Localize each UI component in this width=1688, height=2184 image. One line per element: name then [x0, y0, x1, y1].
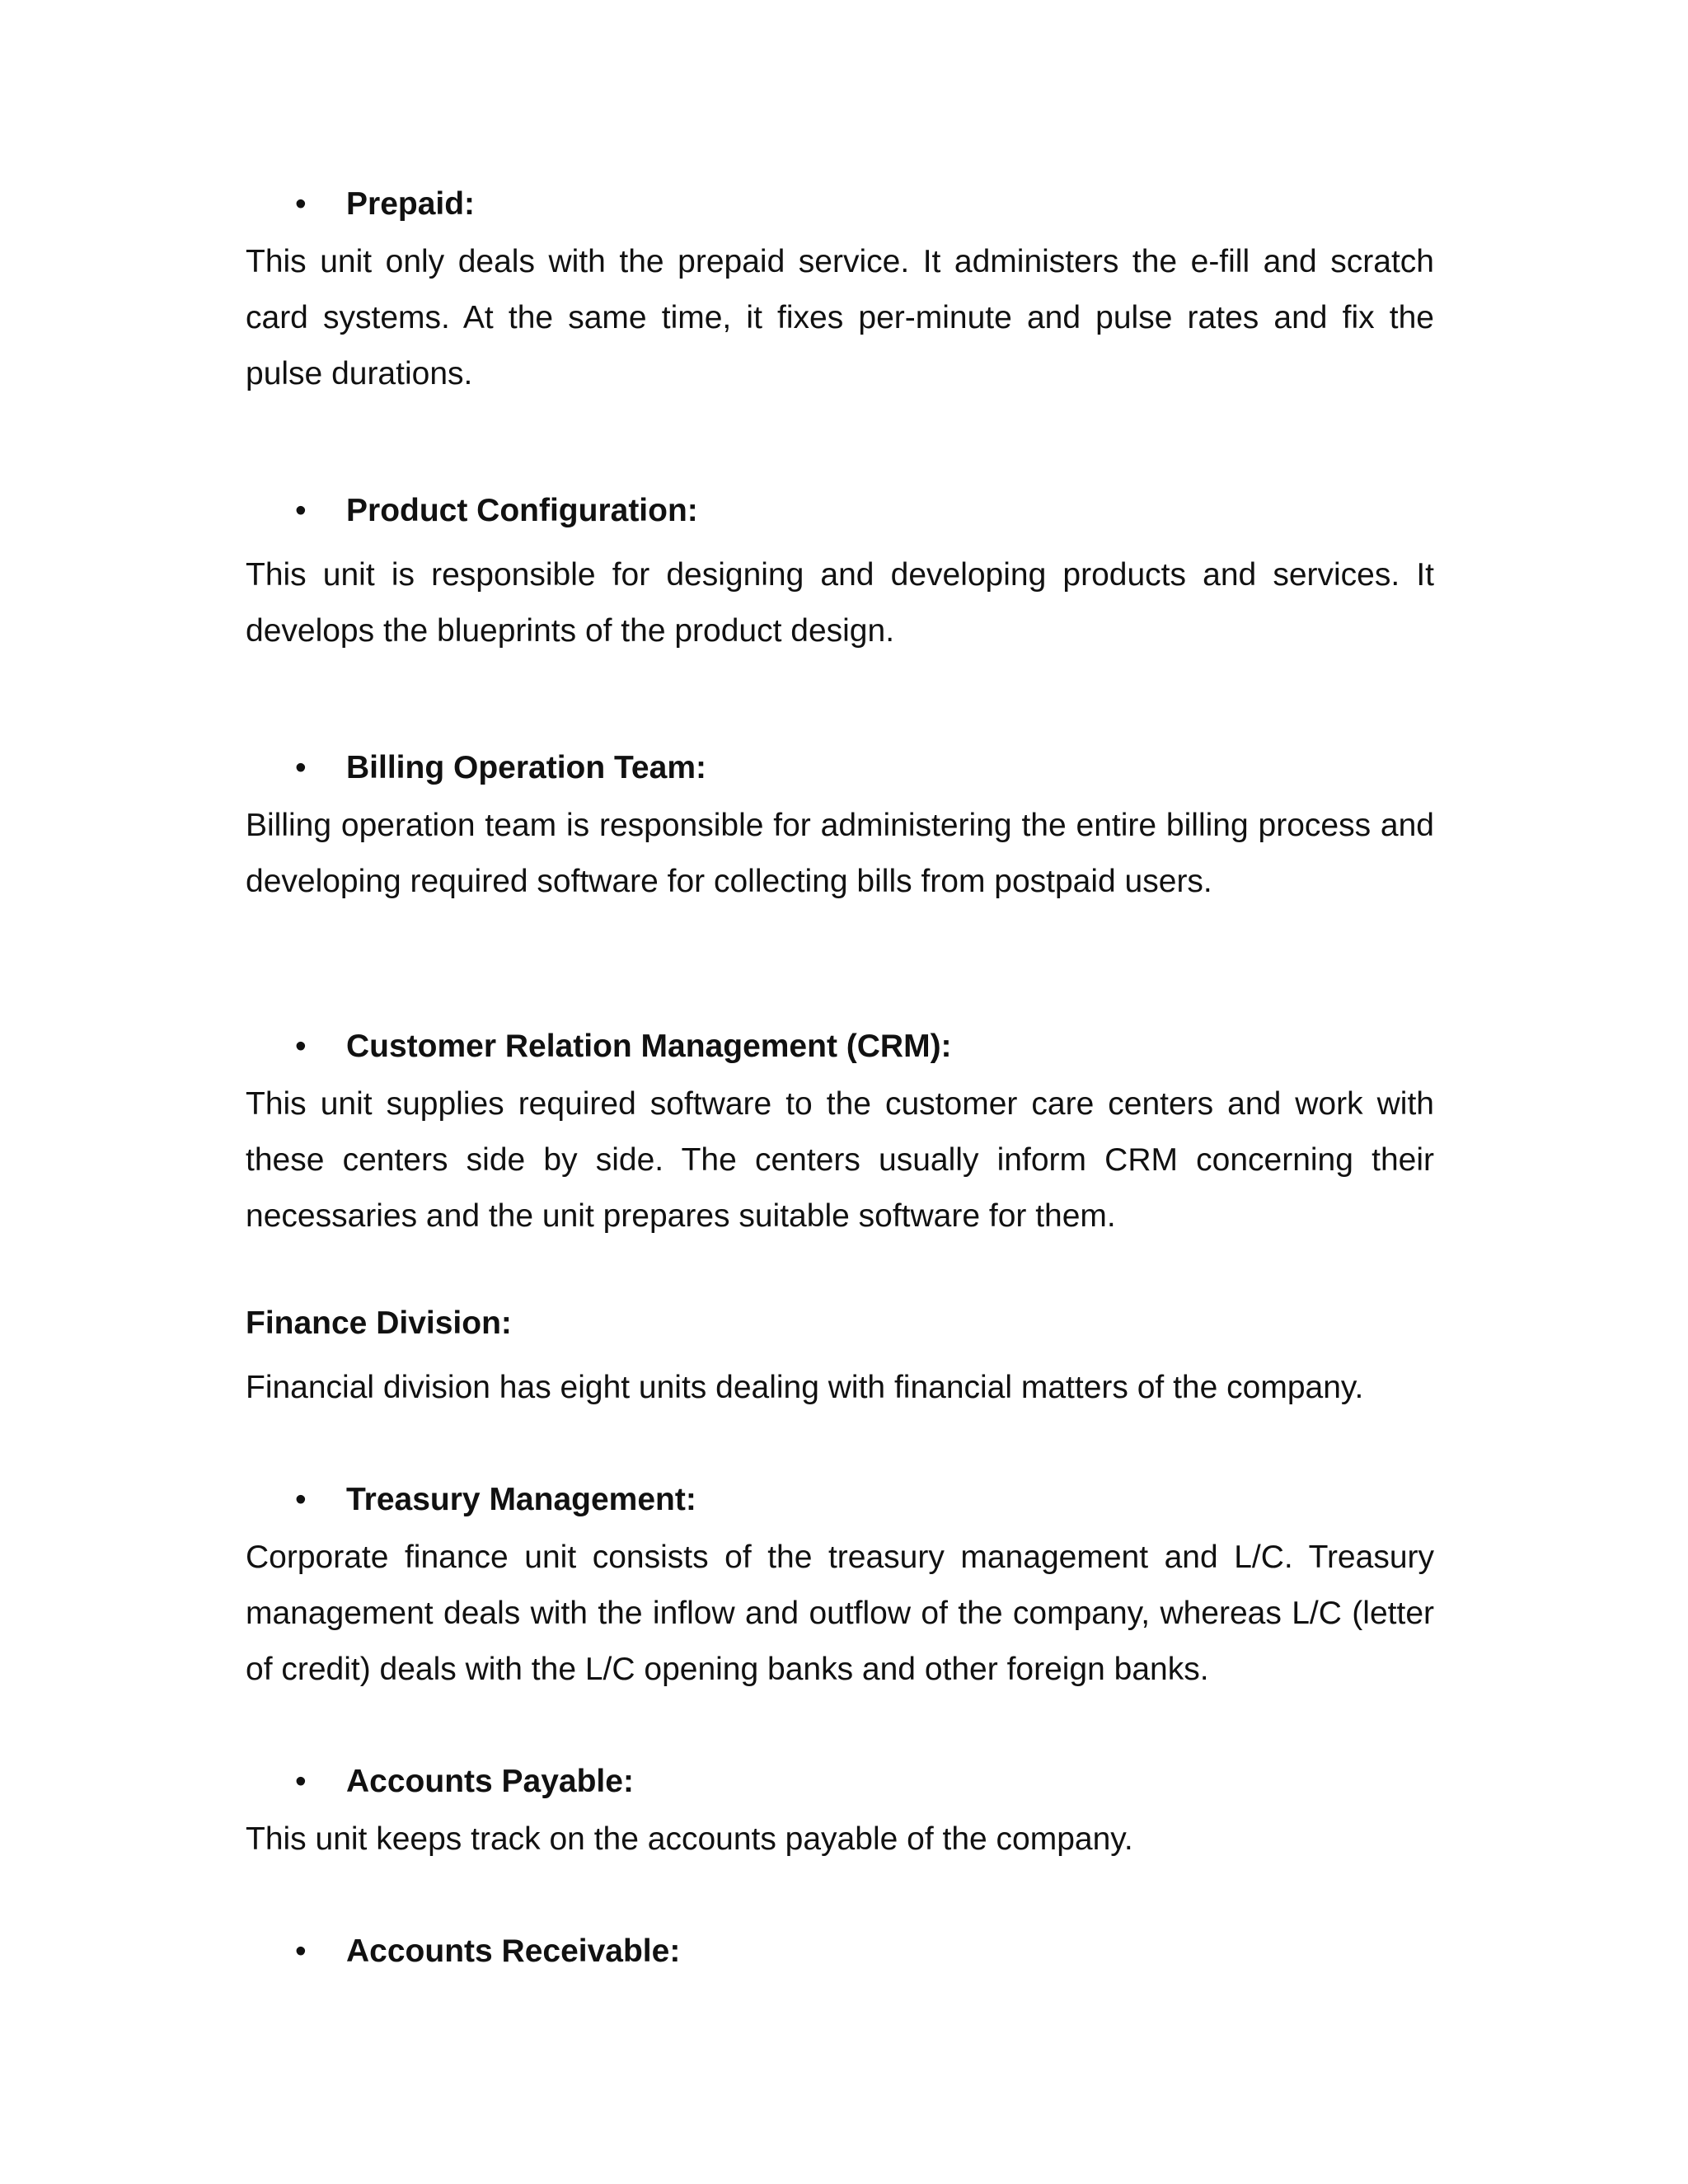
heading-text: Billing Operation Team:: [346, 750, 706, 785]
bullet-icon: •: [295, 186, 307, 222]
section-paragraph-accounts-payable: This unit keeps track on the accounts payable of the company.: [246, 1821, 1133, 1857]
bullet-icon: •: [295, 1029, 307, 1064]
section-heading-billing-operation-team: [246, 747, 1434, 790]
section-paragraph-prepaid: This unit only deals with the prepaid service. It administers the e-fill and scratch card systems. At the same time, it fixes per-minute and pulse rates and fix the pulse durations.: [246, 244, 1434, 391]
section-heading-prepaid: [246, 183, 1434, 226]
bullet-icon: •: [295, 1933, 307, 1969]
bullet-icon: •: [295, 1482, 307, 1517]
section-paragraph-crm: This unit supplies required software to the customer care centers and work with these centers side by side. The centers usually inform CRM concerning their necessaries and the unit prepares suitable software for them.: [246, 1086, 1434, 1234]
finance-division-paragraph: Financial division has eight units dealing with financial matters of the company.: [246, 1370, 1364, 1405]
bullet-icon: •: [295, 493, 307, 528]
heading-text: Treasury Management:: [346, 1482, 696, 1517]
heading-text: Customer Relation Management (CRM):: [346, 1029, 952, 1064]
heading-text: Accounts Payable:: [346, 1764, 634, 1799]
heading-text: Accounts Receivable:: [346, 1933, 681, 1969]
section-heading-treasury-management: [246, 1479, 1434, 1521]
heading-text: Product Configuration:: [346, 493, 698, 528]
section-paragraph-product-configuration: This unit is responsible for designing and developing products and services. It develops the blueprints of the product design.: [246, 557, 1434, 649]
section-heading-product-configuration: [246, 490, 1434, 532]
bullet-icon: •: [295, 1764, 307, 1799]
finance-division-heading: Finance Division:: [246, 1305, 512, 1341]
section-paragraph-billing-operation-team: Billing operation team is responsible for administering the entire billing process and developing required software for collecting bills from postpaid users.: [246, 808, 1434, 899]
section-heading-accounts-payable: [246, 1760, 1434, 1803]
bullet-icon: •: [295, 750, 307, 785]
document-body: [246, 183, 1434, 1973]
section-paragraph-treasury-management: Corporate finance unit consists of the treasury management and L/C. Treasury management deals with the inflow and outflow of the company, whereas L/C (letter of credit) deals with the L/C opening banks and other foreign banks.: [246, 1540, 1434, 1687]
section-heading-accounts-receivable: [246, 1930, 1434, 1973]
section-heading-crm: [246, 1025, 1434, 1068]
heading-text: Prepaid:: [346, 186, 476, 222]
